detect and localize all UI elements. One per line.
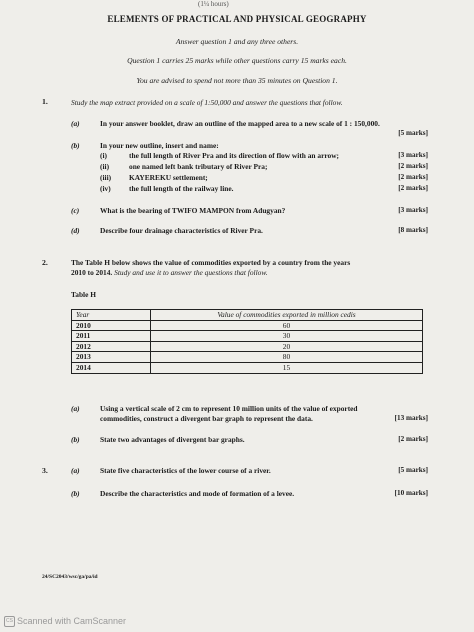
table-row	[72, 320, 423, 331]
scanner-watermark	[4, 616, 126, 627]
instruction-3: You are advised to spend not more than 35 minutes on Question 1.	[136, 76, 338, 85]
q1-b-label: (b)	[71, 141, 80, 150]
q1-d-marks: [8 marks]	[398, 226, 428, 234]
q2-stem-instruction: Study and use it to answer the questions that follow.	[114, 268, 268, 277]
table-cell-year: 2010	[72, 320, 151, 331]
q1-b-iii-label: (iii)	[100, 173, 112, 182]
table-row	[72, 352, 423, 363]
q2-number: 2.	[42, 258, 48, 267]
q2-a-line1: Using a vertical scale of 2 cm to represent 10 million units of the value of exported	[100, 404, 358, 413]
q2-a-label: (a)	[71, 404, 80, 413]
q2-b-marks: [2 marks]	[398, 435, 428, 443]
q1-b-iv-label: (iv)	[100, 184, 111, 193]
table-cell-year: 2013	[72, 352, 151, 363]
table-cell-value: 30	[151, 331, 423, 342]
table-cell-value: 20	[151, 341, 423, 352]
q3-a-text: State five characteristics of the lower course of a river.	[100, 466, 271, 475]
q2-a-marks: [13 marks]	[394, 414, 428, 422]
q1-a-text: In your answer booklet, draw an outline of the mapped area to a new scale of 1 : 150,000.	[100, 119, 380, 128]
q1-b-iii-text: KAYEREKU settlement;	[129, 173, 208, 182]
duration-note: (1¼ hours)	[198, 0, 229, 8]
q1-a-label: (a)	[71, 119, 80, 128]
q1-d-label: (d)	[71, 226, 80, 235]
table-row	[72, 341, 423, 352]
q1-b-iv-text: the full length of the railway line.	[129, 184, 234, 193]
table-cell-value: 15	[151, 362, 423, 373]
q1-b-ii-marks: [2 marks]	[398, 162, 428, 170]
q3-b-label: (b)	[71, 489, 80, 498]
q2-a-line2: commodities, construct a divergent bar graph to represent the data.	[100, 414, 313, 423]
table-label: Table H	[71, 290, 96, 299]
q1-b-iii-marks: [2 marks]	[398, 173, 428, 181]
q1-b-i-label: (i)	[100, 151, 107, 160]
q3-a-marks: [5 marks]	[398, 466, 428, 474]
q1-b-i-text: the full length of River Pra and its direction of flow with an arrow;	[129, 151, 340, 160]
table-cell-year: 2014	[72, 362, 151, 373]
instruction-1: Answer question 1 and any three others.	[175, 37, 299, 46]
q2-stem-years: 2010 to 2014.	[71, 268, 113, 277]
table-cell-value: 80	[151, 352, 423, 363]
q3-b-text: Describe the characteristics and mode of formation of a levee.	[100, 489, 295, 498]
q1-b-ii-text: one named left bank tributary of River Pra;	[129, 162, 268, 171]
q3-number: 3.	[42, 466, 48, 475]
q2-stem-line1: The Table H below shows the value of commodities exported by a country from the years	[71, 258, 351, 267]
q1-b-text: In your new outline, insert and name:	[100, 141, 219, 150]
instruction-2: Question 1 carries 25 marks while other questions carry 15 marks each.	[127, 56, 347, 65]
q3-a-label: (a)	[71, 466, 80, 475]
q1-c-text: What is the bearing of TWIFO MAMPON from Adugyan?	[100, 206, 286, 215]
q1-b-iv-marks: [2 marks]	[398, 184, 428, 192]
q1-b-ii-label: (ii)	[100, 162, 110, 171]
q1-a-marks: [5 marks]	[398, 129, 428, 137]
q1-number: 1.	[42, 97, 48, 106]
commodities-table	[71, 309, 423, 374]
q1-stem: Study the map extract provided on a scale of 1:50,000 and answer the questions that follow.	[71, 98, 343, 107]
q1-c-marks: [3 marks]	[398, 206, 428, 214]
paper-code: 24/SC2043/wsc/ga/pa/id	[42, 574, 98, 580]
table-header-row	[72, 310, 423, 321]
q2-stem-line2	[71, 268, 268, 277]
camscanner-icon: CS	[4, 616, 15, 627]
table-header-value: Value of commodities exported in million cedis	[151, 310, 423, 321]
table-cell-year: 2011	[72, 331, 151, 342]
q1-d-text: Describe four drainage characteristics of River Pra.	[100, 226, 263, 235]
table-cell-year: 2012	[72, 341, 151, 352]
table-row	[72, 331, 423, 342]
q1-b-i-marks: [3 marks]	[398, 151, 428, 159]
table-row	[72, 362, 423, 373]
q2-b-label: (b)	[71, 435, 80, 444]
q1-c-label: (c)	[71, 206, 80, 215]
q3-b-marks: [10 marks]	[394, 489, 428, 497]
paper-title: ELEMENTS OF PRACTICAL AND PHYSICAL GEOGRAPHY	[107, 14, 367, 24]
table-header-year: Year	[72, 310, 151, 321]
table-cell-value: 60	[151, 320, 423, 331]
q2-b-text: State two advantages of divergent bar graphs.	[100, 435, 245, 444]
scanner-text: Scanned with CamScanner	[17, 616, 127, 626]
